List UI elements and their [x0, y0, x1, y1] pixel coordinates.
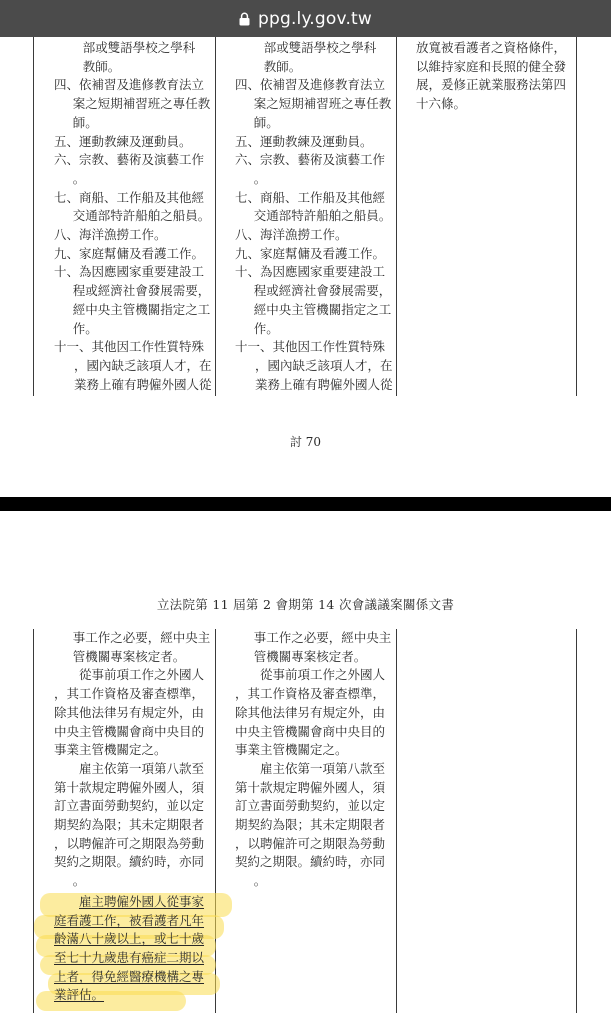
text-line: 案之短期補習班之專任教: [72, 96, 211, 112]
text-line: 以維持家庭和長照的健全發: [416, 58, 567, 74]
text-line: 師。: [72, 114, 98, 130]
text-line: 經中央主管機關指定之工: [253, 301, 392, 317]
text-line: 十、為因應國家重要建設工: [54, 264, 205, 280]
text-line: 程或經濟社會發展需要，: [253, 283, 392, 299]
amendment-line: 上者，得免經醫療機構之專: [54, 968, 205, 984]
amendment-line: 庭看護工作，被看護者凡年: [54, 912, 205, 928]
text-line: 除其他法律另有規定外，由: [54, 704, 205, 720]
text-line: 七、商船、工作船及其他經: [54, 189, 205, 205]
amendment-line: 業評估。: [54, 987, 105, 1003]
table-border-col2: [396, 629, 397, 1013]
table-border-left: [33, 629, 34, 1013]
url-text: ppg.ly.gov.tw: [257, 8, 373, 29]
text-line: 期契約為限；其未定期限者: [54, 817, 205, 833]
text-line: 十、為因應國家重要建設工: [235, 264, 386, 280]
text-line: 八、海洋漁撈工作。: [54, 227, 167, 243]
browser-url-bar[interactable]: [0, 0, 611, 37]
text-line: 師。: [253, 114, 279, 130]
text-line: 部或雙語學校之學科: [82, 40, 196, 55]
text-line: 交通部特許船舶之船員。: [253, 208, 392, 224]
text-line: 展，爰修正就業服務法第四: [416, 77, 567, 93]
text-line: 五、運動教練及運動員。: [54, 133, 192, 149]
text-line: 中央主管機關會商中央目的: [54, 723, 205, 739]
amendment-line: 至七十九歲患有癌症二期以: [54, 949, 205, 965]
text-line: 。: [253, 873, 267, 889]
text-line: 除其他法律另有規定外，由: [235, 704, 386, 720]
text-line: 四、依補習及進修教育法立: [54, 77, 205, 93]
table-border-col1: [215, 37, 216, 396]
text-line: 雇主依第一項第八款至: [79, 760, 205, 776]
text-line: 事業主管機關定之。: [235, 742, 348, 758]
document-page-2: [0, 511, 611, 1024]
text-line: 經中央主管機關指定之工: [72, 301, 211, 317]
text-line: 部或雙語學校之學科: [263, 40, 377, 55]
text-line: 。: [253, 170, 267, 186]
text-line: ，以聘僱許可之期限為勞動: [54, 835, 205, 851]
text-line: 五、運動教練及運動員。: [235, 133, 373, 149]
text-line: 七、商船、工作船及其他經: [235, 189, 386, 205]
text-line: 交通部特許船舶之船員。: [72, 208, 211, 224]
text-line: 中央主管機關會商中央目的: [235, 723, 386, 739]
text-line: 契約之期限。續約時，亦同: [54, 854, 205, 870]
amendment-line: 齡滿八十歲以上，或七十歲: [54, 931, 205, 947]
text-line: 教師。: [82, 58, 121, 74]
text-line: ，其工作資格及審查標準，: [235, 686, 386, 702]
amendment-line: 雇主聘僱外國人從事家: [79, 893, 205, 909]
column-amended-text: [54, 39, 214, 394]
text-line: 業務上確有聘僱外國人從: [74, 376, 212, 392]
text-line: 第十款規定聘僱外國人，須: [235, 779, 386, 795]
text-line: ，國內缺乏該項人才，在: [74, 357, 212, 373]
text-line: 九、家庭幫傭及看護工作。: [235, 245, 386, 261]
text-line: ，其工作資格及審查標準，: [54, 686, 205, 702]
text-line: 訂立書面勞動契約，並以定: [235, 798, 386, 814]
text-line: 八、海洋漁撈工作。: [235, 227, 348, 243]
text-line: 第十款規定聘僱外國人，須: [54, 779, 205, 795]
document-header: 立法院第 11 屆第 2 會期第 14 次會議議案關係文書: [156, 597, 455, 612]
text-line: 。: [72, 873, 86, 889]
text-line: 。: [72, 170, 86, 186]
table-border-left: [33, 37, 34, 396]
table-border-col2: [396, 37, 397, 396]
text-line: ，國內缺乏該項人才，在: [255, 357, 393, 373]
page-separator: [0, 497, 611, 511]
lock-icon: [239, 12, 250, 26]
text-line: 從事前項工作之外國人: [79, 667, 205, 683]
text-line: 作。: [72, 320, 98, 336]
text-line: 雇主依第一項第八款至: [260, 760, 386, 776]
text-line: 十一、其他因工作性質特殊: [54, 339, 205, 355]
table-border-right: [576, 37, 577, 396]
text-line: 事工作之必要，經中央主: [253, 630, 392, 645]
text-line: ，以聘僱許可之期限為勞動: [235, 835, 386, 851]
page-number: 討 70: [289, 435, 322, 449]
column-current-text: [235, 629, 395, 891]
table-border-right: [576, 629, 577, 1013]
document-page-1: [0, 37, 611, 497]
text-line: 案之短期補習班之專任教: [253, 96, 392, 112]
text-line: 契約之期限。續約時，亦同: [235, 854, 386, 870]
column-amended-text: [54, 629, 214, 1005]
text-line: 放寬被看護者之資格條件，: [416, 40, 567, 55]
table-border-col1: [215, 629, 216, 1013]
text-line: 四、依補習及進修教育法立: [235, 77, 386, 93]
text-line: 程或經濟社會發展需要，: [72, 283, 211, 299]
text-line: 作。: [253, 320, 279, 336]
text-line: 教師。: [263, 58, 302, 74]
text-line: 事工作之必要，經中央主: [72, 630, 211, 645]
column-explanation: [416, 39, 576, 114]
text-line: 管機關專案核定者。: [72, 648, 186, 664]
text-line: 九、家庭幫傭及看護工作。: [54, 245, 205, 261]
text-line: 事業主管機關定之。: [54, 742, 167, 758]
text-line: 業務上確有聘僱外國人從: [255, 376, 393, 392]
text-line: 從事前項工作之外國人: [260, 667, 386, 683]
text-line: 訂立書面勞動契約，並以定: [54, 798, 205, 814]
text-line: 六、宗教、藝術及演藝工作: [235, 152, 386, 168]
text-line: 十六條。: [416, 96, 467, 112]
text-line: 管機關專案核定者。: [253, 648, 367, 664]
text-line: 期契約為限；其未定期限者: [235, 817, 386, 833]
column-current-text: [235, 39, 395, 394]
text-line: 十一、其他因工作性質特殊: [235, 339, 386, 355]
text-line: 六、宗教、藝術及演藝工作: [54, 152, 205, 168]
